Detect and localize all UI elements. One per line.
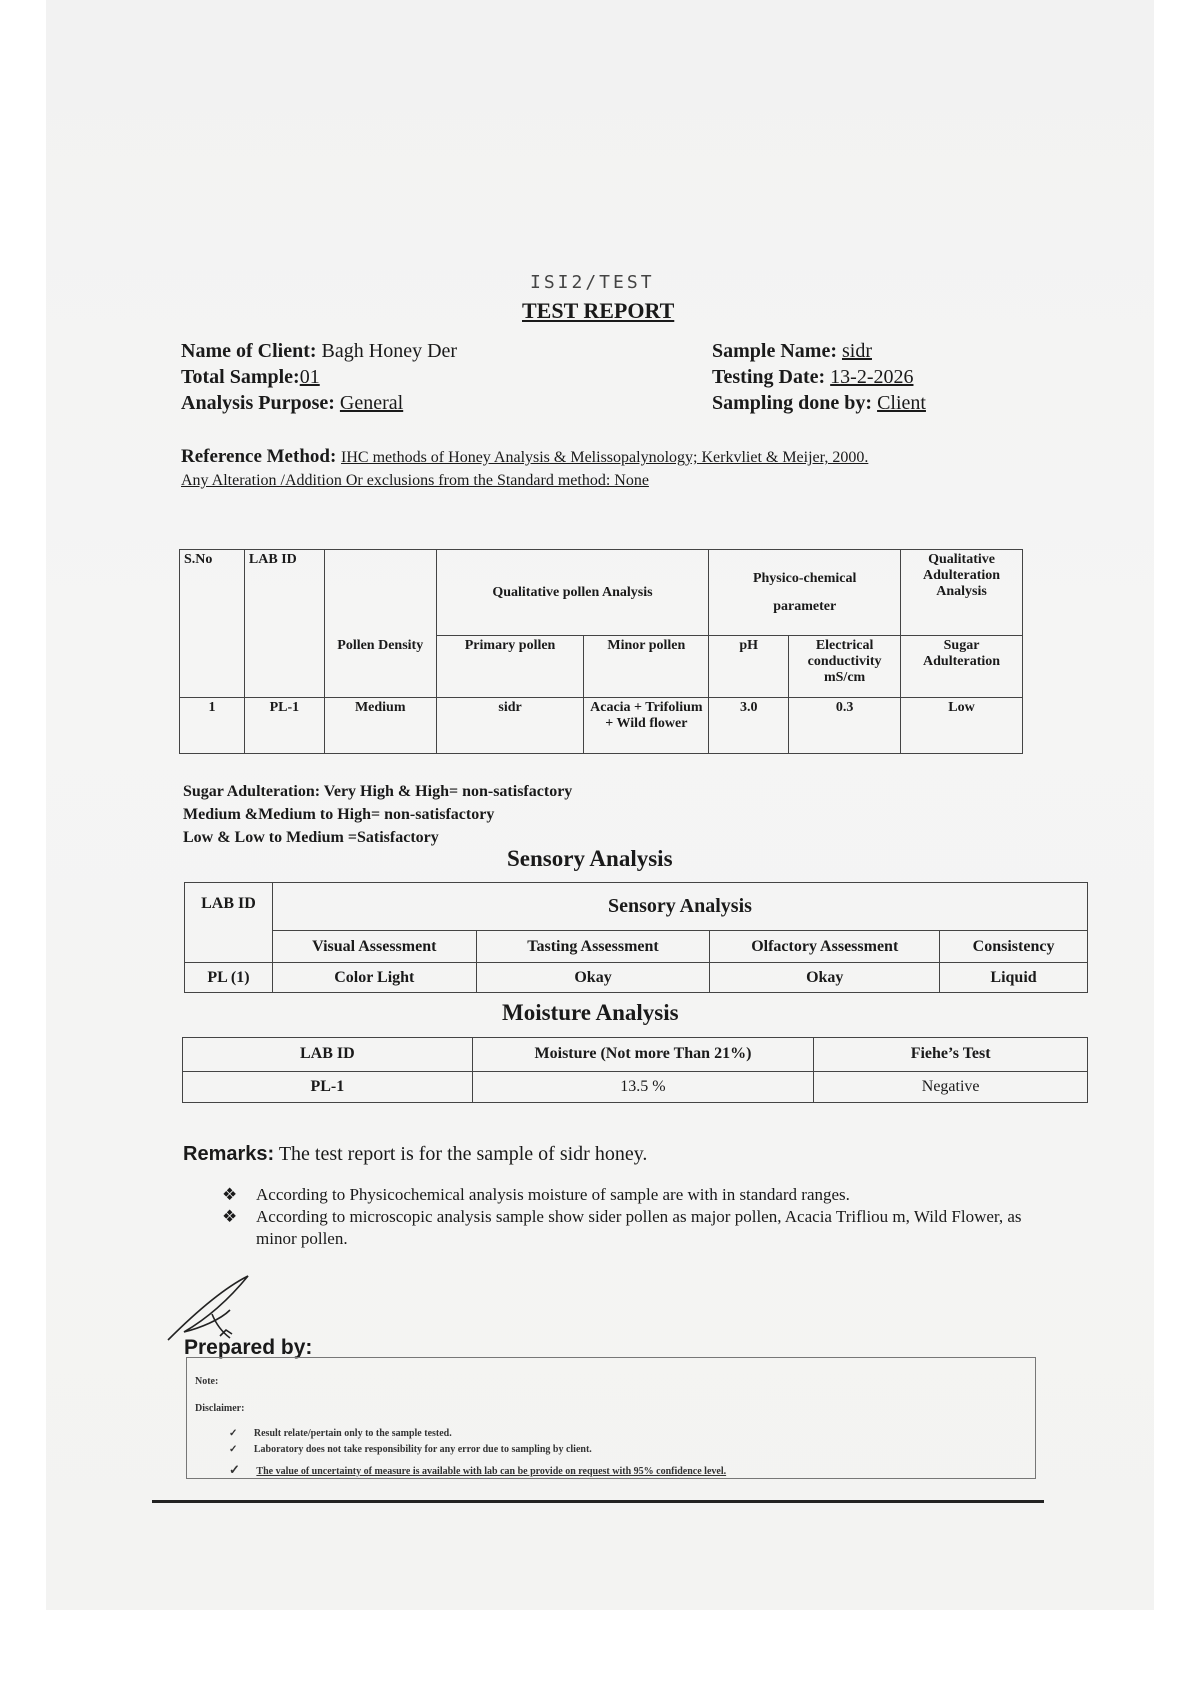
sensory-cell-consistency: Liquid	[940, 963, 1088, 993]
remark-bullet-1-text: According to Physicochemical analysis moisture of sample are with in standard ranges.	[256, 1185, 850, 1204]
remarks-line	[183, 1143, 647, 1166]
moisture-section-title: Moisture Analysis	[502, 1000, 679, 1025]
sugar-rule-3: Low & Low to Medium =Satisfactory	[183, 829, 439, 846]
bottom-rule	[152, 1500, 1044, 1503]
remarks-text: The test report is for the sample of sidr honey.	[278, 1143, 648, 1165]
th-labid: LAB ID	[244, 550, 324, 698]
testing-date-label: Testing Date:	[712, 366, 826, 388]
sample-name-label: Sample Name:	[712, 340, 837, 362]
prepared-by: Prepared by:	[184, 1336, 313, 1359]
pollen-table	[179, 549, 1023, 754]
sensory-cell-visual: Color Light	[272, 963, 476, 993]
report-title: TEST REPORT	[522, 298, 675, 323]
purpose-value: General	[339, 392, 404, 414]
th-physico-line1: Physico-chemical	[752, 570, 857, 586]
sensory-th-labid: LAB ID	[185, 883, 273, 963]
th-minor: Minor pollen	[584, 636, 709, 698]
th-qualitative-pollen: Qualitative pollen Analysis	[436, 550, 709, 636]
check-icon: ✓	[229, 1462, 240, 1477]
testing-date: 13-2-2026	[830, 366, 914, 388]
remark-bullet-2-text: According to microscopic analysis sample show sider pollen as major pollen, Acacia Trifliou m, Wild Flower, as minor pollen.	[256, 1207, 1022, 1248]
sugar-rule-2: Medium &Medium to High= non-satisfactory	[183, 806, 495, 823]
remarks-label: Remarks:	[183, 1143, 275, 1165]
sugar-rules	[183, 780, 572, 849]
alteration-line: Any Alteration /Addition Or exclusions from the Standard method: None	[181, 472, 649, 489]
sampling-by: Client	[877, 392, 926, 414]
sensory-section-title: Sensory Analysis	[507, 846, 673, 871]
sample-name: sidr	[841, 340, 872, 362]
disclaimer-item-3-text: The value of uncertainty of measure is available with lab can be provide on request with 95% confidence level.	[256, 1466, 727, 1477]
moisture-cell-fiehe: Negative	[814, 1071, 1088, 1102]
th-physico-line2: parameter	[773, 598, 837, 614]
cell-labid: PL-1	[244, 698, 324, 754]
moisture-cell-moisture: 13.5 %	[472, 1071, 814, 1102]
th-ec: Electrical conductivity mS/cm	[789, 636, 901, 698]
header-code: ISI2/TEST	[530, 272, 655, 293]
reference-line	[181, 446, 868, 468]
sensory-th-consistency: Consistency	[940, 931, 1088, 963]
cell-sno: 1	[180, 698, 245, 754]
th-primary: Primary pollen	[436, 636, 584, 698]
client-block	[181, 338, 457, 416]
check-icon: ✓	[229, 1428, 238, 1439]
sensory-cell-labid: PL (1)	[185, 963, 273, 993]
moisture-th-labid: LAB ID	[183, 1038, 473, 1072]
sensory-th-taste: Tasting Assessment	[476, 931, 710, 963]
sensory-th-olfactory: Olfactory Assessment	[710, 931, 940, 963]
remark-bullet-2	[222, 1206, 1032, 1250]
sensory-cell-olfactory: Okay	[710, 963, 940, 993]
sensory-cell-taste: Okay	[476, 963, 710, 993]
th-physico	[709, 550, 901, 636]
check-icon: ✓	[229, 1444, 238, 1455]
moisture-table	[182, 1037, 1088, 1103]
total-sample-label: Total Sample:	[181, 366, 300, 388]
sampling-by-label: Sampling done by:	[712, 392, 873, 414]
th-sugar: Sugar Adulteration	[901, 636, 1023, 698]
cell-sugar: Low	[901, 698, 1023, 754]
disclaimer-item-2	[229, 1444, 592, 1455]
remark-bullet-1	[222, 1184, 1032, 1206]
th-density: Pollen Density	[324, 636, 436, 698]
th-ph: pH	[709, 636, 789, 698]
disclaimer-item-2-text: Laboratory does not take responsibility for any error due to sampling by client.	[253, 1444, 592, 1455]
reference-value: IHC methods of Honey Analysis & Melissopalynology; Kerkvliet & Meijer, 2000.	[341, 449, 869, 466]
disclaimer-item-1-text: Result relate/pertain only to the sample tested.	[253, 1428, 452, 1439]
cell-minor: Acacia + Trifolium + Wild flower	[584, 698, 709, 754]
cell-primary: sidr	[436, 698, 584, 754]
sample-block	[712, 338, 926, 416]
disclaimer-item-1	[229, 1428, 452, 1439]
th-adulteration: Qualitative Adulteration Analysis	[901, 550, 1023, 636]
th-sno: S.No	[180, 550, 245, 698]
cell-ec: 0.3	[789, 698, 901, 754]
client-name: Bagh Honey Der	[321, 340, 458, 362]
purpose-label: Analysis Purpose:	[181, 392, 335, 414]
diamond-bullet-icon: ❖	[222, 1185, 238, 1204]
cell-density: Medium	[324, 698, 436, 754]
reference-label: Reference Method:	[181, 446, 337, 467]
sensory-th-visual: Visual Assessment	[272, 931, 476, 963]
total-sample: 01	[299, 366, 320, 388]
sensory-th-title: Sensory Analysis	[272, 883, 1087, 931]
note-box	[186, 1357, 1036, 1479]
moisture-th-fiehe: Fiehe’s Test	[814, 1038, 1088, 1072]
note-label: Note:	[195, 1376, 219, 1387]
sensory-table	[184, 882, 1088, 993]
disclaimer-label: Disclaimer:	[195, 1403, 245, 1414]
client-name-label: Name of Client:	[181, 340, 317, 362]
diamond-bullet-icon: ❖	[222, 1207, 238, 1226]
moisture-cell-labid: PL-1	[183, 1071, 473, 1102]
moisture-th-moisture: Moisture (Not more Than 21%)	[472, 1038, 814, 1072]
sugar-rule-1: Sugar Adulteration: Very High & High= non-satisfactory	[183, 783, 573, 800]
disclaimer-item-3	[229, 1462, 726, 1478]
cell-ph: 3.0	[709, 698, 789, 754]
